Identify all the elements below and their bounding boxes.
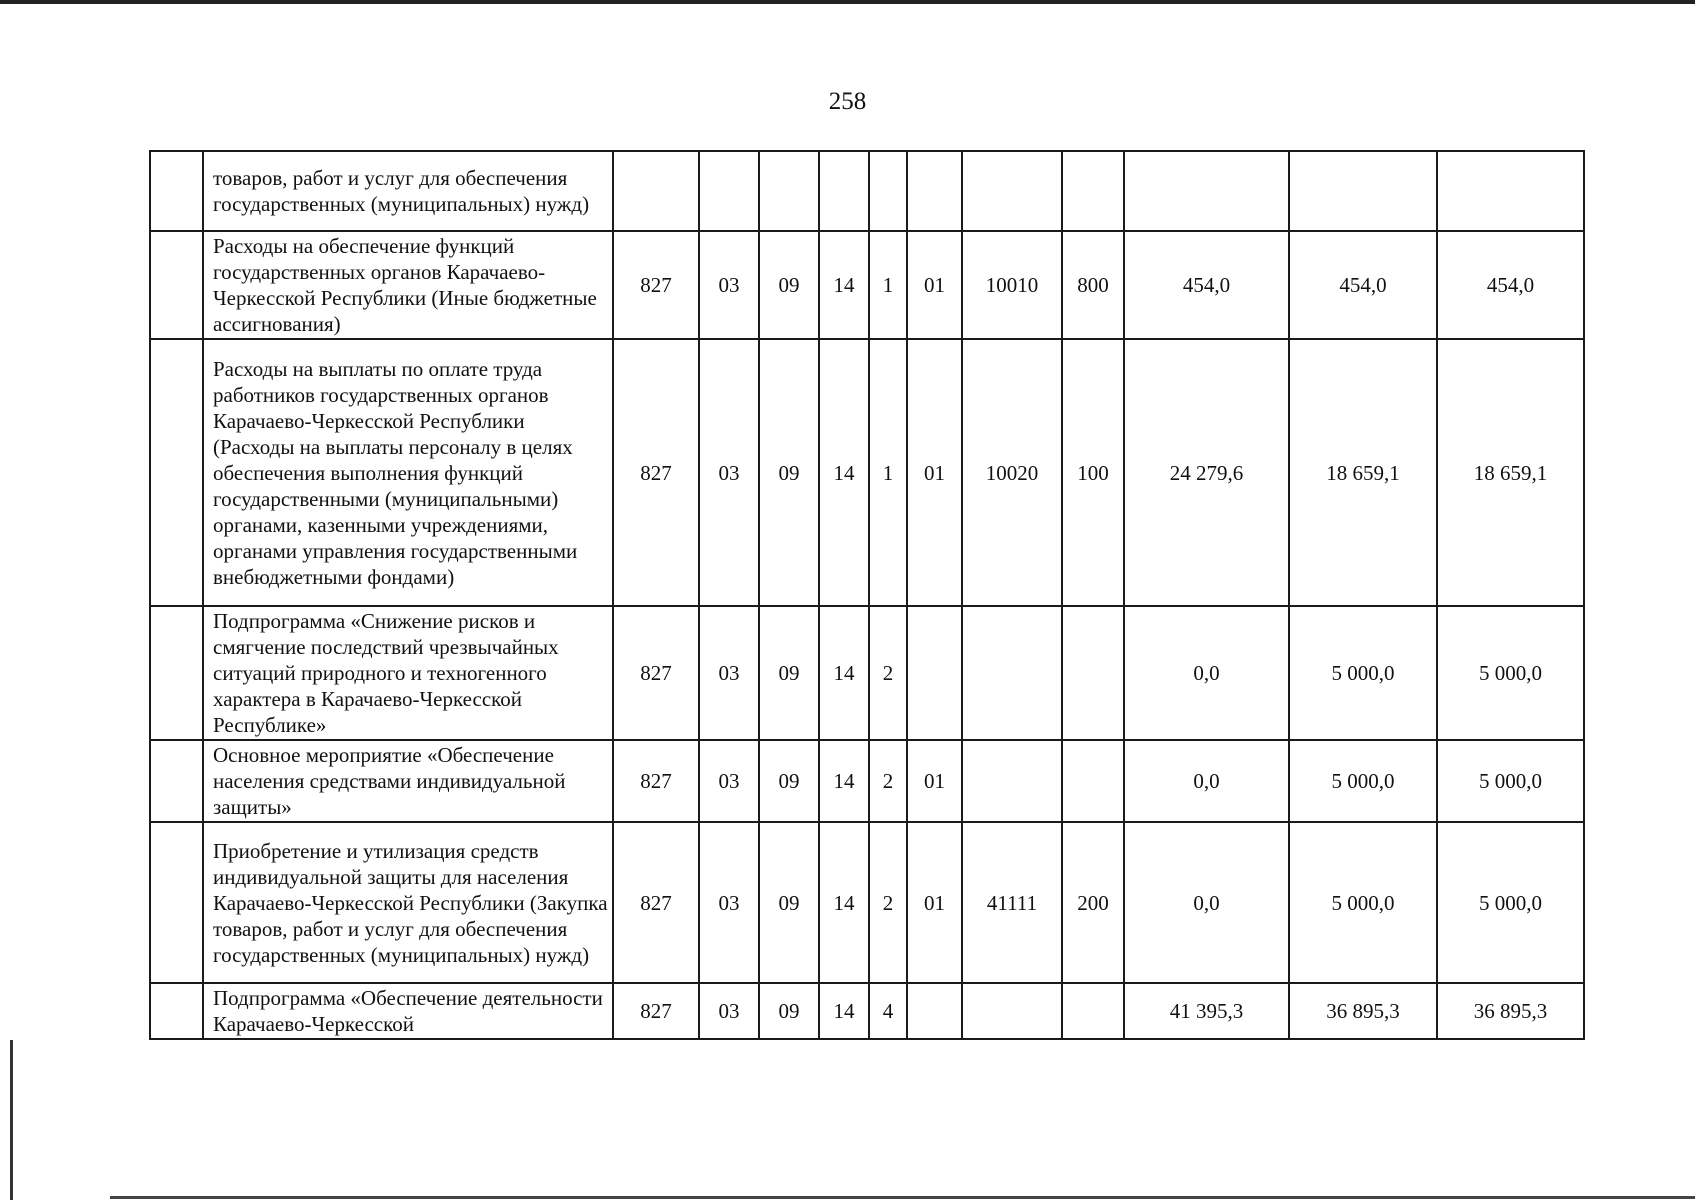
cell-main-activity: [907, 983, 962, 1039]
cell-program: 14: [819, 606, 869, 740]
cell-sum-year1: 0,0: [1124, 822, 1289, 983]
budget-table: [149, 150, 1585, 1040]
cell-direction: 41111: [962, 822, 1062, 983]
cell-grbs: 827: [613, 740, 699, 822]
cell-section: [699, 151, 759, 231]
scan-edge-bottom: [110, 1196, 1695, 1199]
cell-sum-year1: 0,0: [1124, 740, 1289, 822]
page-number: 258: [828, 88, 867, 115]
cell-expense-type: [1062, 983, 1124, 1039]
row-description: Расходы на выплаты по оплате труда работников государственных органов Карачаево-Черкесской Республики (Расходы на выплаты персоналу в целях обеспечения выполнения функций государственными (муниципальными) органами, казенными учреждениями, органами управления государственными внебюджетными фондами): [203, 339, 613, 606]
cell-sum-year2: 5 000,0: [1289, 740, 1437, 822]
cell-sum-year3: 18 659,1: [1437, 339, 1584, 606]
cell-sum-year2: 36 895,3: [1289, 983, 1437, 1039]
cell-grbs: 827: [613, 983, 699, 1039]
cell-subprogram: 1: [869, 339, 907, 606]
cell-subsection: 09: [759, 231, 819, 339]
cell-direction: [962, 606, 1062, 740]
row-index-cell: [150, 606, 203, 740]
cell-sum-year1: [1124, 151, 1289, 231]
row-description: Расходы на обеспечение функций государственных органов Карачаево-Черкесской Республики (Иные бюджетные ассигнования): [203, 231, 613, 339]
cell-sum-year3: 5 000,0: [1437, 822, 1584, 983]
cell-program: [819, 151, 869, 231]
cell-direction: 10010: [962, 231, 1062, 339]
cell-main-activity: 01: [907, 231, 962, 339]
table-row: [150, 151, 1584, 231]
cell-subprogram: 2: [869, 822, 907, 983]
row-description: Подпрограмма «Снижение рисков и смягчение последствий чрезвычайных ситуаций природного и техногенного характера в Карачаево-Черкесской Республике»: [203, 606, 613, 740]
cell-program: 14: [819, 740, 869, 822]
cell-direction: [962, 983, 1062, 1039]
cell-sum-year3: 5 000,0: [1437, 606, 1584, 740]
cell-section: 03: [699, 740, 759, 822]
cell-subsection: 09: [759, 822, 819, 983]
cell-section: 03: [699, 606, 759, 740]
cell-grbs: 827: [613, 606, 699, 740]
cell-direction: [962, 151, 1062, 231]
cell-sum-year1: 0,0: [1124, 606, 1289, 740]
table-row: [150, 983, 1584, 1039]
cell-sum-year1: 24 279,6: [1124, 339, 1289, 606]
row-description: Основное мероприятие «Обеспечение населения средствами индивидуальной защиты»: [203, 740, 613, 822]
cell-subprogram: 2: [869, 606, 907, 740]
row-description: товаров, работ и услуг для обеспечения государственных (муниципальных) нужд): [203, 151, 613, 231]
cell-sum-year3: [1437, 151, 1584, 231]
row-index-cell: [150, 740, 203, 822]
cell-sum-year3: 5 000,0: [1437, 740, 1584, 822]
row-index-cell: [150, 983, 203, 1039]
table-row: [150, 822, 1584, 983]
cell-main-activity: [907, 606, 962, 740]
cell-main-activity: [907, 151, 962, 231]
cell-section: 03: [699, 983, 759, 1039]
scan-edge-top: [0, 0, 1695, 4]
cell-program: 14: [819, 231, 869, 339]
table-row: [150, 231, 1584, 339]
cell-direction: 10020: [962, 339, 1062, 606]
cell-expense-type: 100: [1062, 339, 1124, 606]
cell-subsection: 09: [759, 983, 819, 1039]
row-description: Приобретение и утилизация средств индивидуальной защиты для населения Карачаево-Черкесской Республики (Закупка товаров, работ и услуг для обеспечения государственных (муниципальных) нужд): [203, 822, 613, 983]
table-row: [150, 606, 1584, 740]
cell-subprogram: [869, 151, 907, 231]
cell-sum-year2: 5 000,0: [1289, 822, 1437, 983]
cell-subprogram: 2: [869, 740, 907, 822]
cell-expense-type: 800: [1062, 231, 1124, 339]
cell-grbs: 827: [613, 822, 699, 983]
cell-expense-type: [1062, 606, 1124, 740]
cell-main-activity: 01: [907, 822, 962, 983]
cell-sum-year3: 36 895,3: [1437, 983, 1584, 1039]
row-index-cell: [150, 822, 203, 983]
cell-direction: [962, 740, 1062, 822]
cell-sum-year1: 41 395,3: [1124, 983, 1289, 1039]
cell-subprogram: 1: [869, 231, 907, 339]
cell-sum-year2: [1289, 151, 1437, 231]
cell-subsection: 09: [759, 339, 819, 606]
cell-program: 14: [819, 339, 869, 606]
cell-sum-year2: 454,0: [1289, 231, 1437, 339]
cell-expense-type: 200: [1062, 822, 1124, 983]
cell-grbs: [613, 151, 699, 231]
table-row: [150, 740, 1584, 822]
cell-sum-year2: 18 659,1: [1289, 339, 1437, 606]
cell-expense-type: [1062, 740, 1124, 822]
cell-main-activity: 01: [907, 740, 962, 822]
cell-section: 03: [699, 822, 759, 983]
cell-main-activity: 01: [907, 339, 962, 606]
row-index-cell: [150, 339, 203, 606]
cell-subsection: 09: [759, 740, 819, 822]
cell-section: 03: [699, 339, 759, 606]
cell-sum-year2: 5 000,0: [1289, 606, 1437, 740]
cell-program: 14: [819, 822, 869, 983]
cell-subsection: 09: [759, 606, 819, 740]
cell-subprogram: 4: [869, 983, 907, 1039]
cell-grbs: 827: [613, 231, 699, 339]
cell-sum-year1: 454,0: [1124, 231, 1289, 339]
cell-program: 14: [819, 983, 869, 1039]
cell-grbs: 827: [613, 339, 699, 606]
cell-expense-type: [1062, 151, 1124, 231]
cell-subsection: [759, 151, 819, 231]
row-index-cell: [150, 231, 203, 339]
row-description: Подпрограмма «Обеспечение деятельности Карачаево-Черкесской: [203, 983, 613, 1039]
scan-edge-left: [10, 1040, 13, 1200]
cell-section: 03: [699, 231, 759, 339]
table-row: [150, 339, 1584, 606]
row-index-cell: [150, 151, 203, 231]
cell-sum-year3: 454,0: [1437, 231, 1584, 339]
